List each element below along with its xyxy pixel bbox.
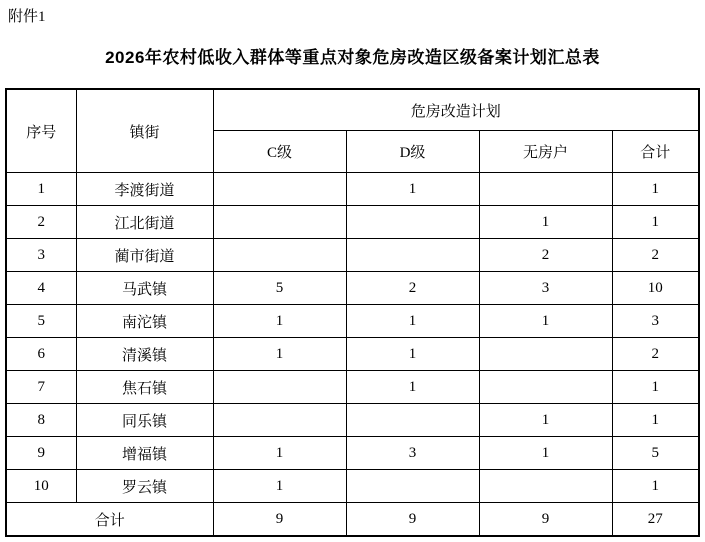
- cell-town: 江北街道: [76, 206, 213, 239]
- col-header-d-level: D级: [346, 131, 479, 173]
- cell-total: 2: [612, 338, 699, 371]
- cell-c-level: 1: [213, 437, 346, 470]
- attachment-label: 附件1: [8, 9, 46, 25]
- cell-total: 2: [612, 239, 699, 272]
- cell-c-level: 1: [213, 470, 346, 503]
- table-row: [6, 404, 699, 437]
- cell-town: 同乐镇: [76, 404, 213, 437]
- table-body: [6, 173, 699, 537]
- total-cell-total: 27: [612, 503, 699, 537]
- cell-no: 2: [6, 206, 76, 239]
- cell-c-level: 1: [213, 305, 346, 338]
- cell-total: 3: [612, 305, 699, 338]
- col-header-plan-group: 危房改造计划: [213, 89, 699, 131]
- cell-town: 马武镇: [76, 272, 213, 305]
- col-header-c-level: C级: [213, 131, 346, 173]
- cell-no-house: [479, 173, 612, 206]
- cell-no: 5: [6, 305, 76, 338]
- table-row: [6, 437, 699, 470]
- cell-no: 7: [6, 371, 76, 404]
- total-cell-no-house: 9: [479, 503, 612, 537]
- cell-d-level: [346, 206, 479, 239]
- cell-no-house: 1: [479, 305, 612, 338]
- cell-d-level: 1: [346, 173, 479, 206]
- cell-no: 1: [6, 173, 76, 206]
- page-title: 2026年农村低收入群体等重点对象危房改造区级备案计划汇总表: [105, 48, 600, 67]
- total-row: [6, 503, 699, 537]
- cell-town: 蔺市街道: [76, 239, 213, 272]
- cell-d-level: 1: [346, 371, 479, 404]
- cell-town: 罗云镇: [76, 470, 213, 503]
- cell-c-level: 1: [213, 338, 346, 371]
- total-cell-d-level: 9: [346, 503, 479, 537]
- cell-no-house: [479, 371, 612, 404]
- col-header-no-house: 无房户: [479, 131, 612, 173]
- cell-no: 4: [6, 272, 76, 305]
- cell-no-house: 1: [479, 437, 612, 470]
- table-row: [6, 338, 699, 371]
- table-row: [6, 272, 699, 305]
- cell-no: 10: [6, 470, 76, 503]
- summary-table: [5, 88, 700, 537]
- cell-d-level: [346, 239, 479, 272]
- col-header-no: 序号: [6, 89, 76, 173]
- cell-d-level: [346, 404, 479, 437]
- cell-total: 1: [612, 404, 699, 437]
- table-header: [6, 89, 699, 173]
- col-header-town: 镇街: [76, 89, 213, 173]
- cell-no-house: [479, 338, 612, 371]
- cell-town: 李渡街道: [76, 173, 213, 206]
- cell-c-level: 5: [213, 272, 346, 305]
- cell-no: 6: [6, 338, 76, 371]
- cell-no-house: 2: [479, 239, 612, 272]
- table-row: [6, 305, 699, 338]
- cell-d-level: 1: [346, 338, 479, 371]
- cell-no: 8: [6, 404, 76, 437]
- cell-total: 1: [612, 470, 699, 503]
- cell-d-level: [346, 470, 479, 503]
- table-row: [6, 206, 699, 239]
- cell-c-level: [213, 173, 346, 206]
- cell-town: 焦石镇: [76, 371, 213, 404]
- cell-c-level: [213, 206, 346, 239]
- total-row-label: 合计: [6, 503, 213, 537]
- cell-no: 3: [6, 239, 76, 272]
- table-row: [6, 173, 699, 206]
- table-row: [6, 239, 699, 272]
- cell-d-level: 3: [346, 437, 479, 470]
- cell-total: 1: [612, 206, 699, 239]
- header-row-group: [6, 89, 699, 131]
- cell-d-level: 2: [346, 272, 479, 305]
- cell-d-level: 1: [346, 305, 479, 338]
- cell-total: 1: [612, 173, 699, 206]
- cell-town: 南沱镇: [76, 305, 213, 338]
- cell-no-house: 3: [479, 272, 612, 305]
- col-header-total: 合计: [612, 131, 699, 173]
- total-cell-c-level: 9: [213, 503, 346, 537]
- table-row: [6, 371, 699, 404]
- cell-total: 1: [612, 371, 699, 404]
- cell-c-level: [213, 404, 346, 437]
- cell-no-house: 1: [479, 404, 612, 437]
- cell-c-level: [213, 371, 346, 404]
- cell-no-house: [479, 470, 612, 503]
- cell-total: 5: [612, 437, 699, 470]
- cell-no: 9: [6, 437, 76, 470]
- cell-town: 增福镇: [76, 437, 213, 470]
- table-row: [6, 470, 699, 503]
- cell-c-level: [213, 239, 346, 272]
- cell-no-house: 1: [479, 206, 612, 239]
- cell-total: 10: [612, 272, 699, 305]
- cell-town: 清溪镇: [76, 338, 213, 371]
